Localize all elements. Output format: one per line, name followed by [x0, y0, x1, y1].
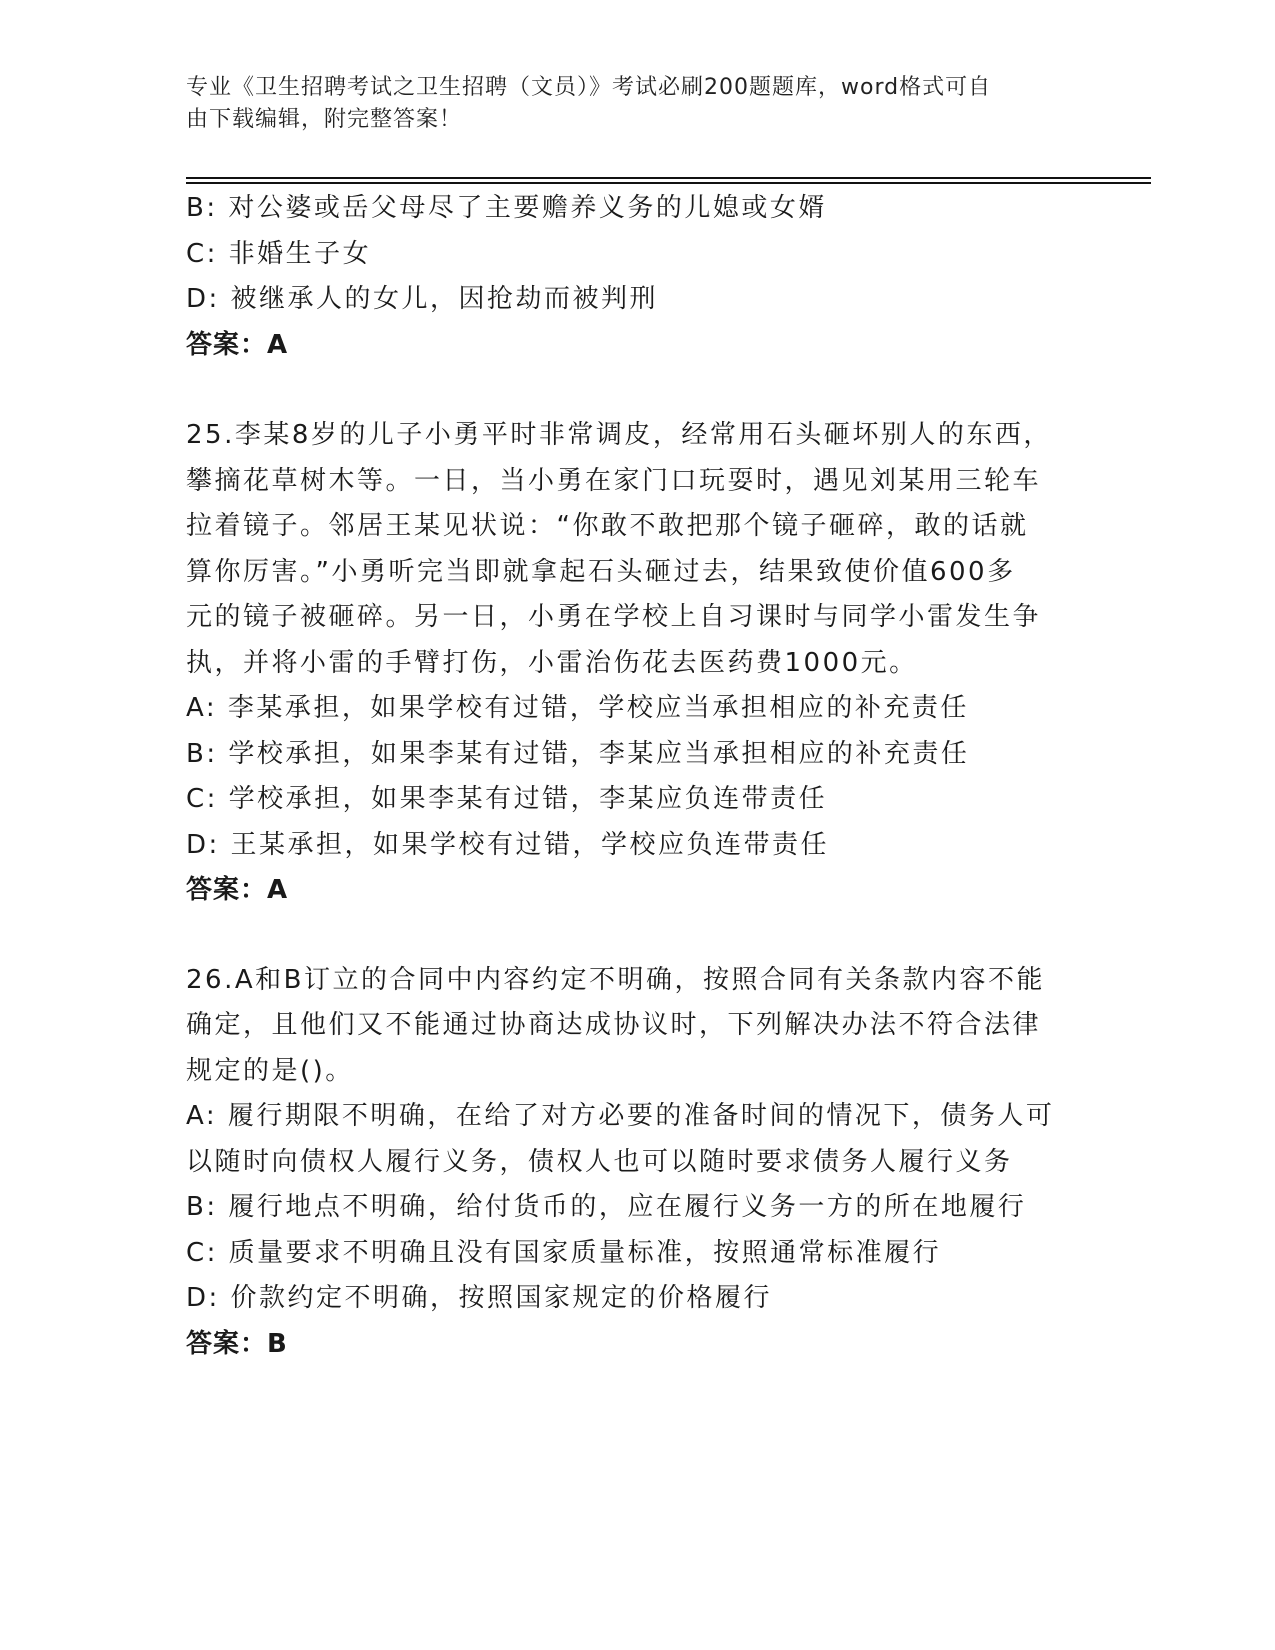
- option-b: B: 学校承担，如果李某有过错，李某应当承担相应的补充责任: [186, 738, 970, 769]
- document-body: [186, 186, 1086, 1367]
- question-stem-line: 拉着镜子。邻居王某见状说：“你敢不敢把那个镜子砸碎，敢的话就: [186, 511, 1029, 541]
- question-stem-line: 规定的是()。: [186, 1055, 354, 1086]
- option-c: C: 非婚生子女: [186, 238, 372, 269]
- option-d: D: 王某承担，如果学校有过错，学校应负连带责任: [186, 829, 830, 860]
- question-24: [186, 186, 1086, 368]
- header-line-1: 专业《卫生招聘考试之卫生招聘（文员）》考试必刷200题题库，word格式可自: [186, 75, 992, 100]
- question-stem-line: 确定，且他们又不能通过协商达成协议时，下列解决办法不符合法律: [186, 1010, 1042, 1040]
- spacer: [186, 368, 1086, 413]
- answer: 答案：B: [186, 1328, 288, 1359]
- option-b: B: 对公婆或岳父母尽了主要赡养义务的儿媳或女婿: [186, 193, 827, 223]
- option-a: A: 李某承担，如果学校有过错，学校应当承担相应的补充责任: [186, 693, 969, 723]
- question-stem-line: 攀摘花草树木等。一日，当小勇在家门口玩耍时，遇见刘某用三轮车: [186, 465, 1042, 496]
- option-d: D: 价款约定不明确，按照国家规定的价格履行: [186, 1283, 773, 1313]
- option-c: C: 学校承担，如果李某有过错，李某应负连带责任: [186, 784, 828, 814]
- option-a-line: A: 履行期限不明确，在给了对方必要的准备时间的情况下，债务人可: [186, 1101, 1055, 1131]
- option-a-line: 以随时向债权人履行义务，债权人也可以随时要求债务人履行义务: [186, 1146, 1013, 1177]
- header-divider-bottom: [186, 182, 1151, 184]
- option-b: B: 履行地点不明确，给付货币的，应在履行义务一方的所在地履行: [186, 1192, 1027, 1222]
- option-c: C: 质量要求不明确且没有国家质量标准，按照通常标准履行: [186, 1237, 942, 1268]
- header-line-2: 由下载编辑，附完整答案！: [186, 107, 463, 132]
- question-stem-line: 26.A和B订立的合同中内容约定不明确，按照合同有关条款内容不能: [186, 964, 1045, 995]
- spacer: [186, 914, 1086, 958]
- question-stem-line: 元的镜子被砸碎。另一日，小勇在学校上自习课时与同学小雷发生争: [186, 602, 1042, 632]
- header-divider-top: [186, 177, 1151, 179]
- document-header: [186, 72, 1066, 136]
- question-stem-line: 25.李某8岁的儿子小勇平时非常调皮，经常用石头砸坏别人的东西，: [186, 420, 1052, 450]
- question-25: [186, 413, 1086, 914]
- question-stem-line: 执，并将小雷的手臂打伤，小雷治伤花去医药费1000元。: [186, 647, 918, 678]
- answer: 答案：A: [186, 329, 289, 360]
- answer: 答案：A: [186, 875, 289, 905]
- question-26: [186, 958, 1086, 1368]
- option-d: D: 被继承人的女儿，因抢劫而被判刑: [186, 284, 659, 314]
- question-stem-line: 算你厉害。”小勇听完当即就拿起石头砸过去，结果致使价值600多: [186, 556, 1016, 587]
